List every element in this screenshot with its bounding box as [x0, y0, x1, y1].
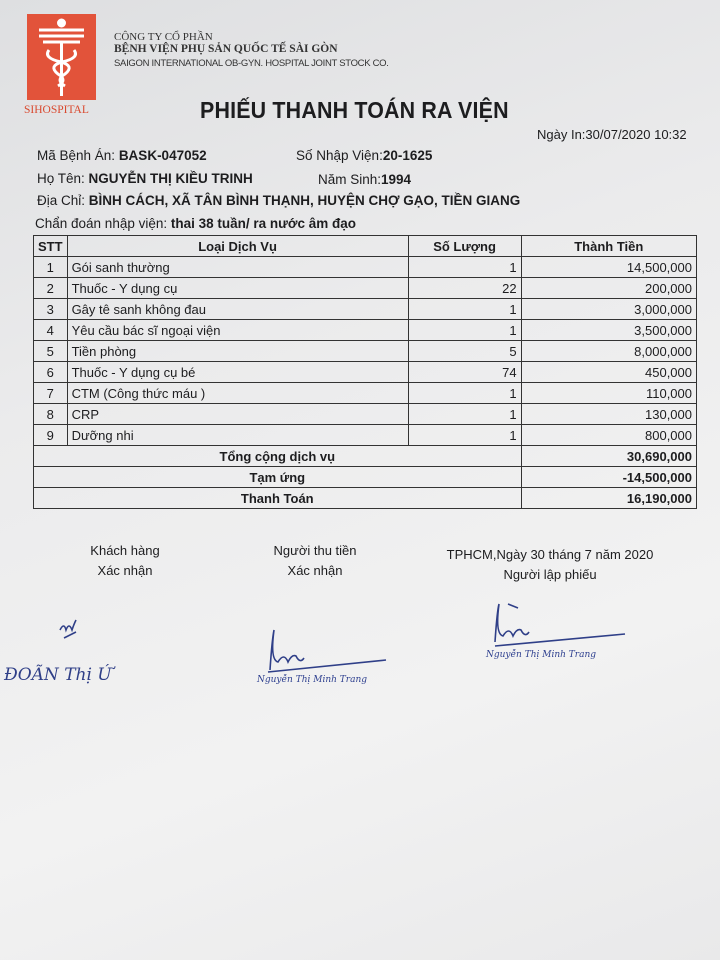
cashier-signature-scribble [268, 630, 386, 672]
row-amount: 3,000,000 [521, 299, 696, 320]
cashier-signature-block [255, 543, 375, 578]
diagnosis: Chẩn đoán nhập viện: thai 38 tuần/ ra nước âm đạo [35, 216, 357, 231]
row-quantity: 22 [408, 278, 521, 299]
row-stt: 8 [34, 404, 68, 425]
row-amount: 130,000 [521, 404, 696, 425]
cashier-sub: Xác nhận [287, 563, 343, 578]
row-service: Gói sanh thường [67, 257, 408, 278]
total-row [34, 446, 697, 467]
col-header: Loại Dịch Vụ [67, 236, 408, 257]
row-stt: 4 [34, 320, 68, 341]
row-stt: 2 [34, 278, 68, 299]
preparer-signature-scribble [495, 604, 625, 646]
issue-date: TPHCM,Ngày 30 tháng 7 năm 2020 [446, 547, 654, 562]
print-date: Ngày In:30/07/2020 10:32 [537, 127, 687, 142]
company-line-2: BỆNH VIỆN PHỤ SẢN QUỐC TẾ SÀI GÒN [114, 43, 338, 55]
row-stt: 9 [34, 425, 68, 446]
row-quantity: 1 [408, 404, 521, 425]
row-amount: 450,000 [521, 362, 696, 383]
row-service: Thuốc - Y dụng cụ [67, 278, 408, 299]
row-service: Tiền phòng [67, 341, 408, 362]
company-line-3: SAIGON INTERNATIONAL OB-GYN. HOSPITAL JOINT STOCK CO. [114, 58, 389, 69]
row-amount: 110,000 [521, 383, 696, 404]
total-label: Tổng cộng dịch vụ [34, 446, 522, 467]
row-service: Yêu cầu bác sĩ ngoại viện [67, 320, 408, 341]
row-stt: 7 [34, 383, 68, 404]
row-quantity: 1 [408, 320, 521, 341]
table-row [34, 404, 697, 425]
col-header: Thành Tiền [521, 236, 696, 257]
row-service: Gây tê sanh không đau [67, 299, 408, 320]
row-quantity: 1 [408, 425, 521, 446]
table-row [34, 299, 697, 320]
row-amount: 800,000 [521, 425, 696, 446]
total-label: Thanh Toán [34, 488, 522, 509]
cashier-title: Người thu tiền [273, 543, 357, 558]
document-title: PHIẾU THANH TOÁN RA VIỆN [200, 97, 509, 123]
address: Địa Chỉ: BÌNH CÁCH, XÃ TÂN BÌNH THẠNH, HUYỆN CHỢ GẠO, TIỀN GIANG [37, 193, 521, 208]
row-stt: 5 [34, 341, 68, 362]
col-header: STT [34, 236, 68, 257]
table-row [34, 425, 697, 446]
row-amount: 200,000 [521, 278, 696, 299]
row-service: CRP [67, 404, 408, 425]
preparer-title: Người lập phiếu [503, 567, 597, 582]
table-row [34, 341, 697, 362]
company-line-1: CÔNG TY CỔ PHẦN [114, 31, 213, 43]
total-row [34, 488, 697, 509]
total-label: Tạm ứng [34, 467, 522, 488]
customer-title: Khách hàng [90, 543, 160, 558]
row-amount: 3,500,000 [521, 320, 696, 341]
customer-initials [60, 620, 76, 638]
services-table [33, 235, 697, 509]
admission-number: Số Nhập Viện:20-1625 [296, 148, 433, 163]
row-stt: 6 [34, 362, 68, 383]
row-service: Dưỡng nhi [67, 425, 408, 446]
table-row [34, 362, 697, 383]
row-quantity: 1 [408, 299, 521, 320]
customer-signature-block [70, 543, 180, 578]
row-quantity: 1 [408, 383, 521, 404]
row-amount: 14,500,000 [521, 257, 696, 278]
logo-text: SIHOSPITAL [24, 104, 89, 116]
total-row [34, 467, 697, 488]
total-value: -14,500,000 [521, 467, 696, 488]
row-quantity: 1 [408, 257, 521, 278]
row-service: CTM (Công thức máu ) [67, 383, 408, 404]
birth-year: Năm Sinh:1994 [318, 172, 412, 187]
row-amount: 8,000,000 [521, 341, 696, 362]
row-service: Thuốc - Y dụng cụ bé [67, 362, 408, 383]
cashier-name: Nguyễn Thị Minh Trang [257, 675, 368, 685]
patient-name: Họ Tên: NGUYỄN THỊ KIỀU TRINH [37, 171, 253, 186]
handwritten-signatures [0, 600, 720, 700]
table-header [34, 236, 697, 257]
row-stt: 3 [34, 299, 68, 320]
row-stt: 1 [34, 257, 68, 278]
preparer-name: Nguyễn Thị Minh Trang [486, 650, 597, 660]
col-header: Số Lượng [408, 236, 521, 257]
table-row [34, 320, 697, 341]
total-value: 30,690,000 [521, 446, 696, 467]
customer-handwritten-name: ĐOÃN Thị Ứ [4, 665, 112, 685]
row-quantity: 74 [408, 362, 521, 383]
row-quantity: 5 [408, 341, 521, 362]
table-row [34, 383, 697, 404]
total-value: 16,190,000 [521, 488, 696, 509]
hospital-logo [27, 14, 96, 100]
record-number: Mã Bệnh Án: BASK-047052 [37, 148, 207, 163]
table-row [34, 278, 697, 299]
preparer-signature-block [430, 547, 670, 582]
customer-sub: Xác nhận [97, 563, 153, 578]
table-row [34, 257, 697, 278]
